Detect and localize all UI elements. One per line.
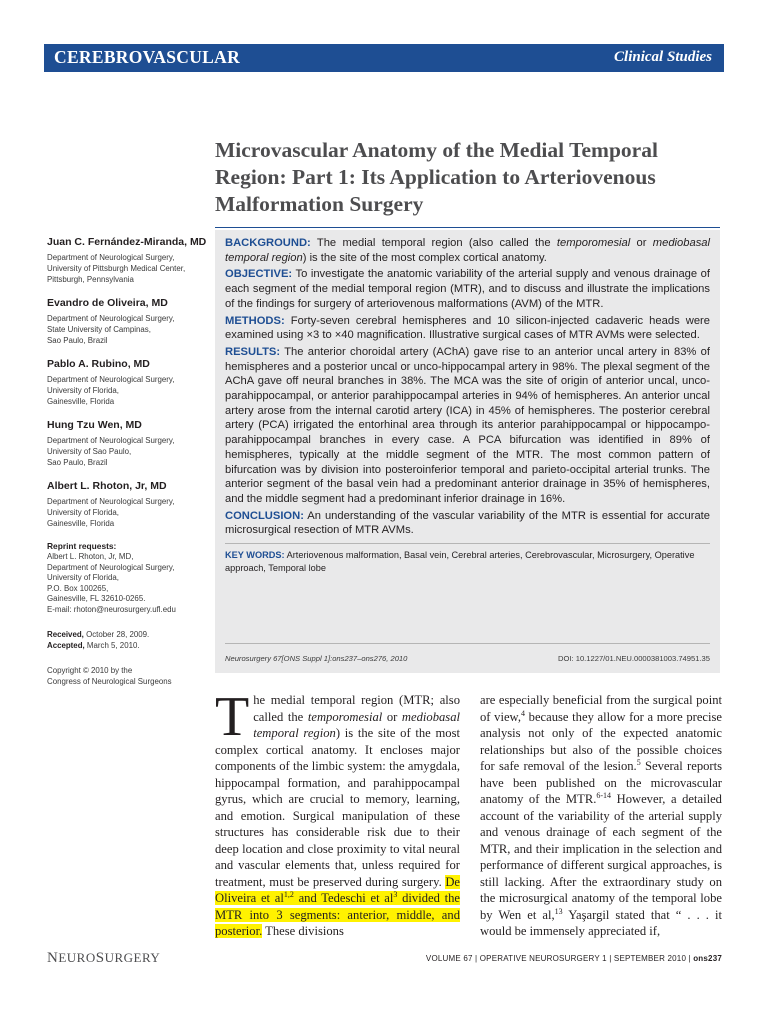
background-term: temporomesial bbox=[556, 237, 631, 249]
body-text: Several reports have been published on the microvascular anatomy of the MTR. bbox=[480, 759, 723, 806]
section-header-bar bbox=[44, 44, 724, 72]
author-affiliation: Department of Neurological Surgery, University of Florida, Gainesville, Florida bbox=[47, 497, 175, 528]
author-block bbox=[47, 297, 207, 346]
body-text: Yaşargil stated that “ . . . it would be immensely appreciated if, bbox=[480, 907, 723, 938]
author-affiliation: Department of Neurological Surgery, University of Sao Paulo, Sao Paulo, Brazil bbox=[47, 436, 175, 467]
author-affiliation: Department of Neurological Surgery, State University of Campinas, Sao Paulo, Brazil bbox=[47, 314, 175, 345]
issue-details: VOLUME 67 | OPERATIVE NEUROSURGERY 1 | SEPTEMBER 2010 | bbox=[425, 954, 694, 963]
body-text: These divisions bbox=[262, 924, 344, 938]
logo-text: URGERY bbox=[104, 950, 161, 965]
results-label: RESULTS: bbox=[225, 345, 281, 358]
author-block bbox=[47, 358, 207, 407]
article-dates bbox=[47, 629, 207, 651]
reference-superscript[interactable]: 6-14 bbox=[596, 790, 612, 800]
received-label: Received, bbox=[47, 630, 84, 639]
author-name: Albert L. Rhoton, Jr, MD bbox=[47, 480, 167, 492]
author-affiliation: Department of Neurological Surgery, University of Florida, Gainesville, Florida bbox=[47, 375, 175, 406]
body-column-2 bbox=[480, 692, 722, 940]
reprint-heading: Reprint requests: bbox=[47, 541, 117, 551]
author-block bbox=[47, 236, 207, 285]
body-text: ) is the site of the most complex cortical anatomy. It encloses major components of the limbic system: the amygdala, hippocampal formation, and parahippocampal gyrus, which are crucial to memory, learning, and emotion. Surgical manipulation of these structures has considerable risk due to their deep location and close proximity to vital neural and vascular elements that, unless required for treatment, must be preserved during surgery. bbox=[215, 726, 460, 889]
body-column-1 bbox=[215, 686, 460, 940]
objective-label: OBJECTIVE: bbox=[225, 268, 293, 281]
body-term: mediobasal temporal region bbox=[253, 709, 460, 740]
issue-info bbox=[426, 954, 722, 963]
section-label: CEREBROVASCULAR bbox=[54, 47, 241, 67]
keywords bbox=[225, 543, 710, 574]
copyright-notice: Copyright © 2010 by the Congress of Neurological Surgeons bbox=[47, 666, 172, 686]
author-block bbox=[47, 419, 207, 468]
journal-logo bbox=[47, 950, 160, 967]
abstract-methods bbox=[225, 314, 710, 343]
page-number: ons237 bbox=[693, 954, 722, 963]
keywords-text: Arteriovenous malformation, Basal vein, Cerebral arteries, Cerebrovascular, Microsurgery, Operative approach, Temporal lobe bbox=[225, 550, 695, 573]
background-text: or bbox=[630, 237, 653, 249]
background-text: The medial temporal region (also called the bbox=[310, 237, 557, 249]
logo-initial: S bbox=[95, 950, 105, 966]
body-text: are especially beneficial from the surgical point of view, bbox=[480, 693, 722, 724]
background-text: ) is the site of the most complex cortical anatomy. bbox=[302, 251, 547, 264]
doi-link[interactable]: DOI: 10.1227/01.NEU.0000381003.74951.35 bbox=[558, 654, 710, 663]
abstract-background bbox=[225, 236, 710, 265]
article-type-label: Clinical Studies bbox=[614, 49, 712, 65]
author-name: Hung Tzu Wen, MD bbox=[47, 419, 142, 431]
results-text: The anterior choroidal artery (AChA) gave rise to an anterior uncal artery in 83% of hemispheres and a posterior uncal or unco-hippocampal artery in 98%. The plexal segment of the AChA gave off neural branches in 38%. The MCA was the site of origin of anterior uncal, unco-parahippocampal, or anterior parahippocampal arteries in 94% of hemispheres. An anterior uncal artery arose from the internal carotid artery (ICA) in 45% of hemispheres. The posterior cerebral artery (PCA) irrigated the entorhinal area through its anterior parahippocampal or hippocampo-parahippocampal branches in every case. A PCA bifurcation was identified in 89% of hemispheres, typically at the middle segment of the MTR. The most common pattern of bifurcation was by division into posteroinferior temporal and parieto-occipital arterial trunks. The anterior segment of the basal vein had a predominant anterior drainage in 35% of hemispheres, and the middle segment had a predominant inferior drainage in 16%. bbox=[225, 345, 710, 505]
accepted-label: Accepted, bbox=[47, 641, 85, 650]
body-text: he medial temporal region (MTR; also called the bbox=[253, 693, 460, 724]
author-sidebar bbox=[47, 236, 207, 687]
reference-superscript[interactable]: 4 bbox=[520, 708, 525, 718]
article-title: Microvascular Anatomy of the Medial Temporal Region: Part 1: Its Application to Arteriovenous Malformation Surgery bbox=[215, 138, 658, 216]
background-term: mediobasal temporal region bbox=[225, 237, 710, 264]
conclusion-text: An understanding of the vascular variability of the MTR is essential for accurate microsurgical resection of MTR AVMs. bbox=[225, 509, 710, 537]
author-name: Juan C. Fernández-Miranda, MD bbox=[47, 236, 207, 248]
body-text: However, a detailed account of the variability of the arterial supply and venous drainage of each segment of the MTR, and their implication in the selection and performance of different surgical approaches, is still lacking. After the extraordinary study on the microsurgical anatomy of the temporal lobe by Wen et al, bbox=[480, 792, 722, 922]
accepted-date: March 5, 2010. bbox=[86, 641, 140, 650]
citation-ref[interactable]: and Tedeschi et al bbox=[293, 891, 394, 905]
highlighted-body-text: divided the MTR into 3 segments: anterior, middle, and posterior. bbox=[215, 891, 460, 938]
abstract-results bbox=[225, 345, 710, 507]
author-block bbox=[47, 480, 207, 529]
title-divider bbox=[215, 227, 720, 228]
drop-cap: T bbox=[215, 686, 250, 748]
conclusion-label: CONCLUSION: bbox=[225, 509, 304, 522]
body-text: because they allow for a more precise analysis not only of the expected anatomic relationships but also of the possible choices for safe removal of the lesion. bbox=[480, 709, 722, 773]
logo-text: EURO bbox=[58, 950, 96, 965]
background-label: BACKGROUND: bbox=[225, 237, 311, 249]
reference-superscript[interactable]: 3 bbox=[393, 889, 398, 899]
methods-label: METHODS: bbox=[225, 314, 285, 327]
citation-ref[interactable]: De Oliveira et al bbox=[215, 874, 460, 905]
author-name: Pablo A. Rubino, MD bbox=[47, 358, 150, 370]
methods-text: Forty-seven cerebral hemispheres and 10 silicon-injected cadaveric heads were examined using ×3 to ×40 magnification. Illustrative surgical cases of MTR AVMs were selected. bbox=[225, 314, 710, 342]
received-date: October 28, 2009. bbox=[86, 630, 150, 639]
reprint-address: Albert L. Rhoton, Jr, MD, Department of Neurological Surgery, University of Florida, P.O. Box 100265, Gainesville, FL 32610-0265. E-mail: rhoton@neurosurgery.ufl.edu bbox=[47, 552, 176, 614]
abstract-box bbox=[215, 230, 720, 673]
author-name: Evandro de Oliveira, MD bbox=[47, 297, 168, 309]
abstract-objective bbox=[225, 267, 710, 311]
body-text: or bbox=[382, 709, 402, 724]
keywords-label: KEY WORDS: bbox=[225, 550, 285, 561]
reference-superscript[interactable]: 5 bbox=[636, 757, 641, 767]
body-term: temporomesial bbox=[307, 709, 383, 724]
reference-superscript[interactable]: 13 bbox=[554, 906, 563, 916]
citation-line bbox=[225, 643, 710, 667]
objective-text: To investigate the anatomic variability of the arterial supply and venous drainage of each segment of the medial temporal region (MTR), and to discuss and illustrate the implications of the findings for surgery of arteriovenous malformations (AVM) of the MTR. bbox=[225, 268, 710, 310]
author-affiliation: Department of Neurological Surgery, University of Pittsburgh Medical Center, Pittsburgh, Pennsylvania bbox=[47, 253, 186, 284]
logo-initial: N bbox=[47, 950, 59, 966]
journal-citation: Neurosurgery 67[ONS Suppl 1]:ons237–ons276, 2010 bbox=[225, 654, 408, 663]
abstract-conclusion bbox=[225, 509, 710, 538]
reference-superscript[interactable]: 1,2 bbox=[283, 889, 294, 899]
